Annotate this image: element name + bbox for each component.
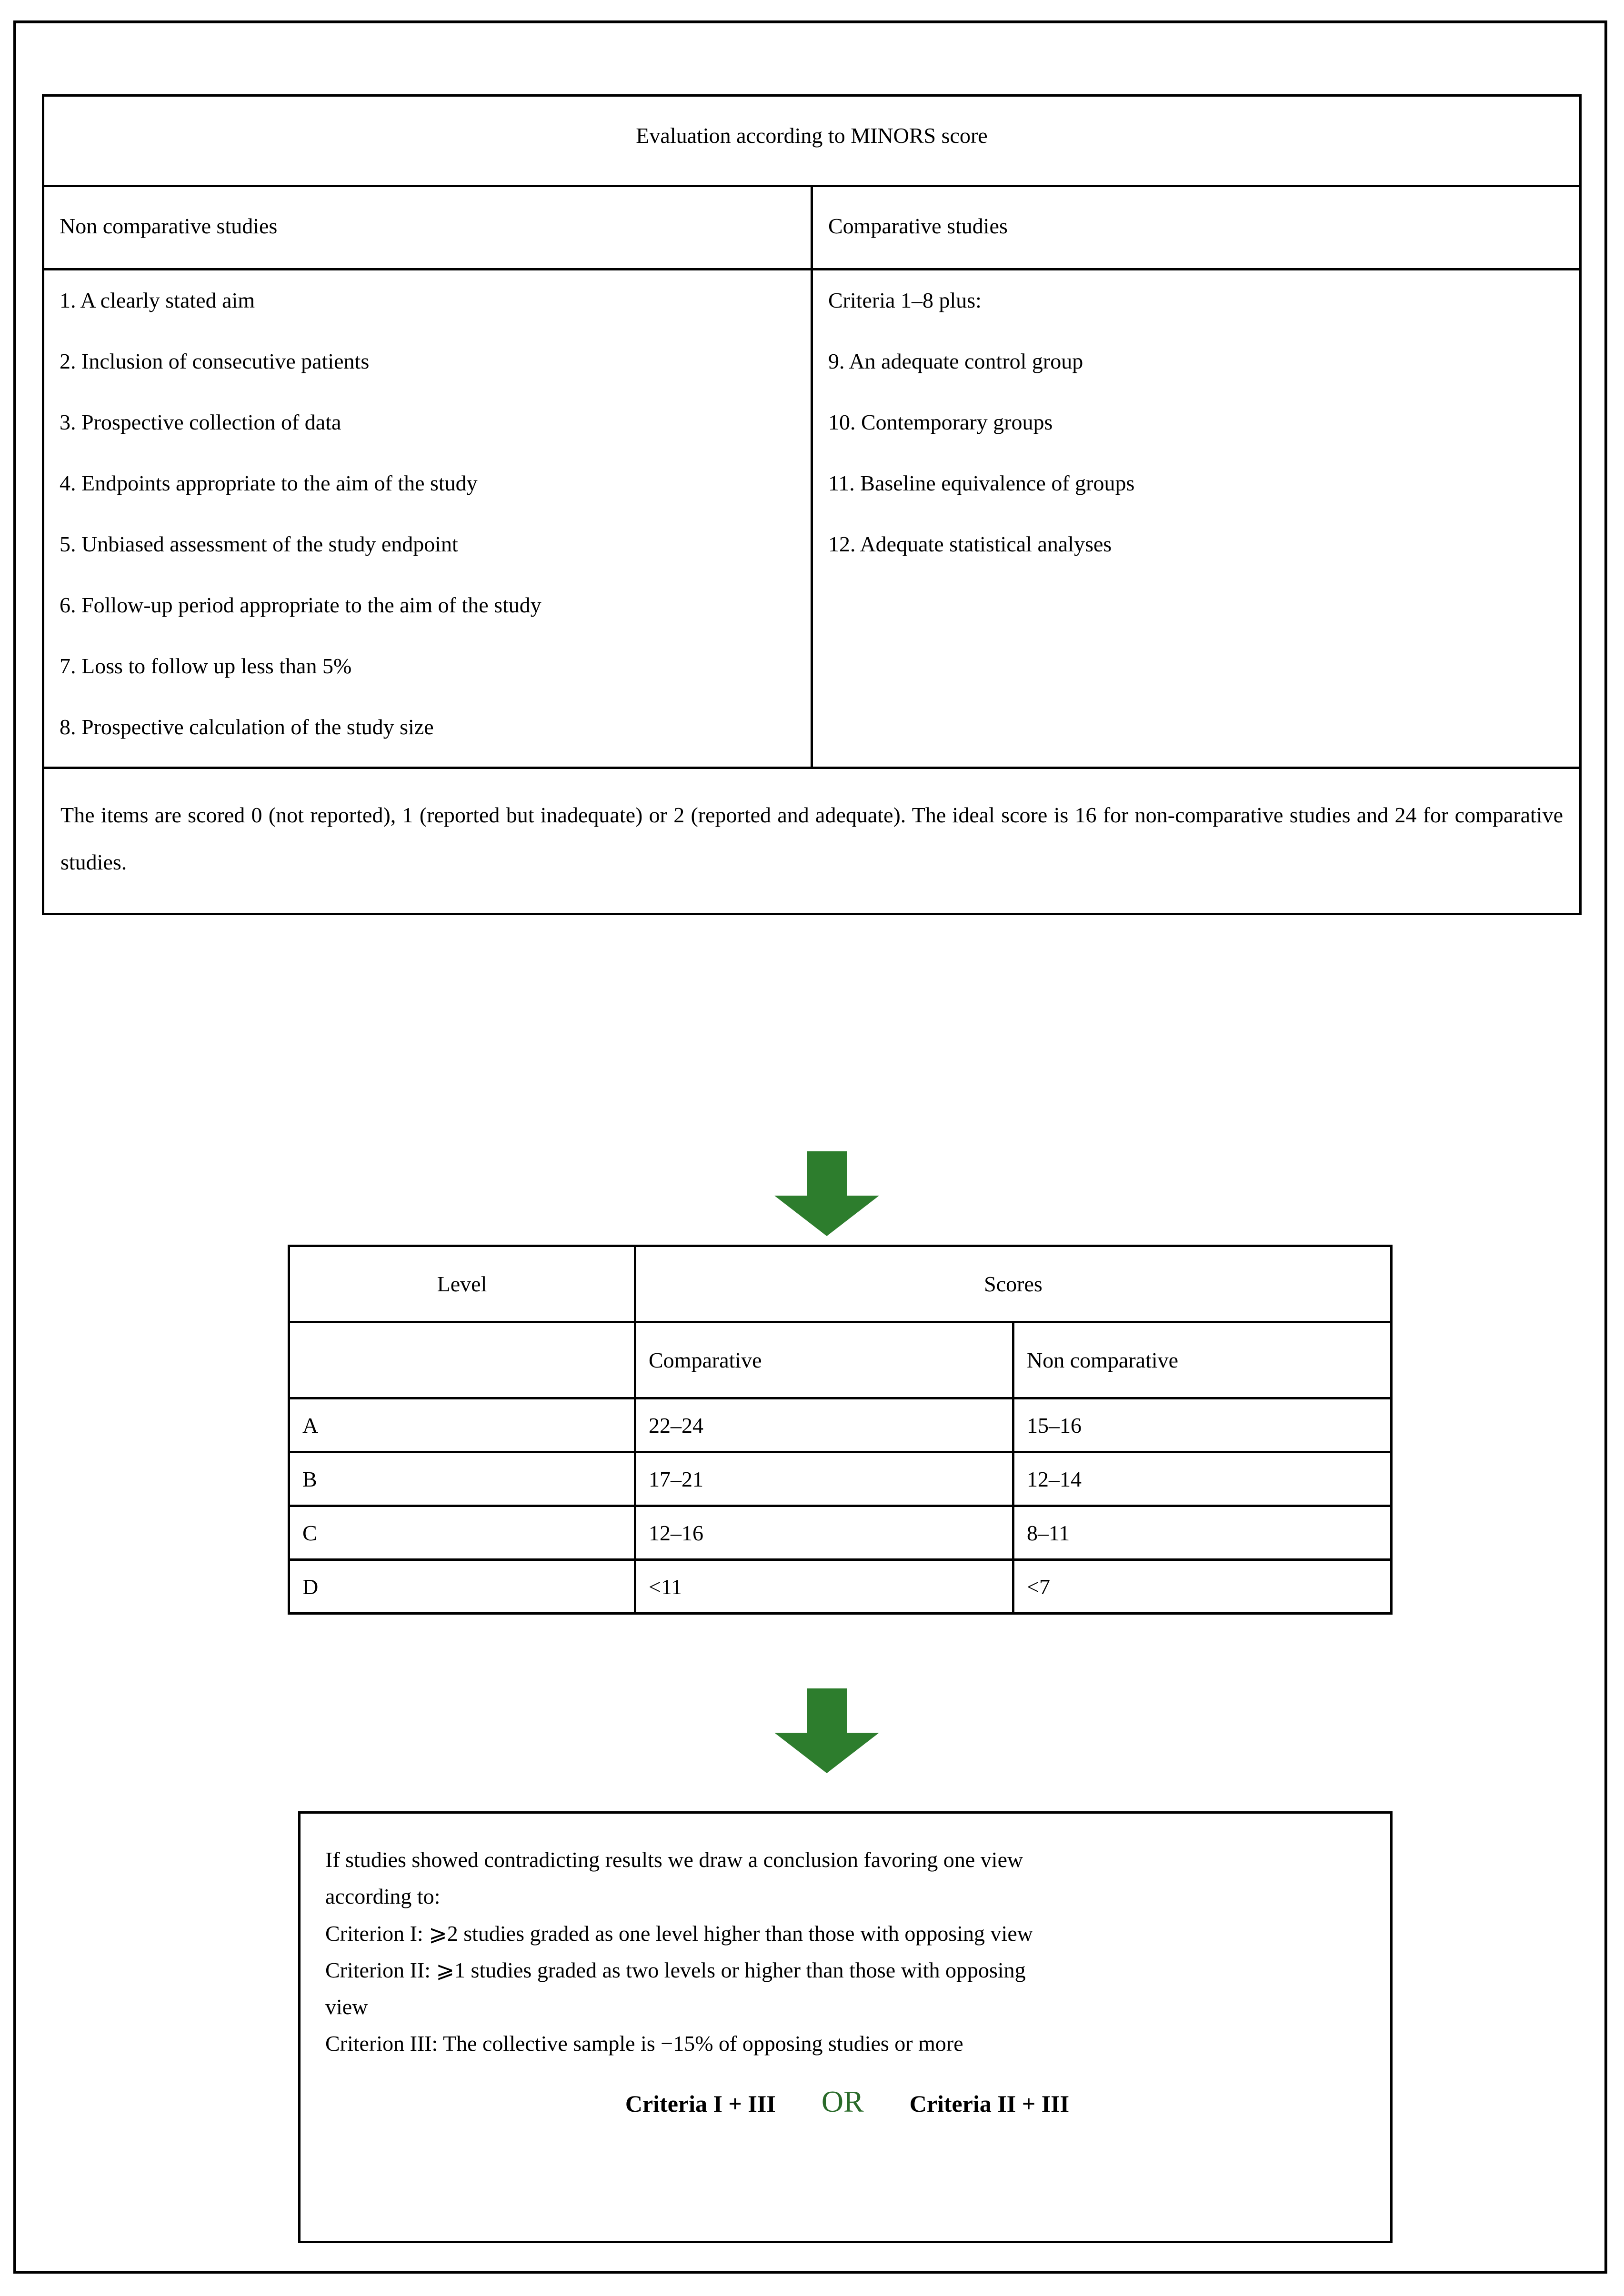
criterion-three-text: Criterion III: The collective sample is −15% of opposing studies or more bbox=[325, 2031, 963, 2056]
list-item: 11. Baseline equivalence of groups bbox=[828, 471, 1135, 495]
column-header-comparative: Comparative studies bbox=[812, 186, 1581, 270]
criterion-two-text: Criterion II: ⩾1 studies graded as two levels or higher than those with opposing bbox=[325, 1957, 1026, 1982]
minors-scoring-note-row bbox=[43, 768, 1581, 914]
criterion-two-continuation: view bbox=[325, 1995, 368, 2019]
scores-header-row bbox=[289, 1246, 1392, 1322]
list-item: 3. Prospective collection of data bbox=[60, 410, 341, 434]
down-arrow-icon bbox=[774, 1151, 879, 1236]
cell-level: B bbox=[289, 1452, 635, 1506]
cell-comparative-score: 17–21 bbox=[635, 1452, 1013, 1506]
table-row bbox=[289, 1398, 1392, 1452]
list-item: 12. Adequate statistical analyses bbox=[828, 532, 1112, 556]
comparative-criteria-cell bbox=[812, 270, 1581, 768]
column-subheader-comparative: Comparative bbox=[635, 1322, 1013, 1398]
minors-table-title: Evaluation according to MINORS score bbox=[43, 96, 1581, 186]
column-header-scores: Scores bbox=[635, 1246, 1392, 1322]
column-header-non-comparative: Non comparative studies bbox=[43, 186, 812, 270]
list-item: 8. Prospective calculation of the study size bbox=[60, 715, 434, 739]
cell-non-comparative-score: <7 bbox=[1013, 1560, 1392, 1614]
minors-subheader-row bbox=[43, 186, 1581, 270]
table-row bbox=[289, 1560, 1392, 1614]
criteria-combination-right: Criteria II + III bbox=[909, 2090, 1070, 2117]
scores-subheader-row bbox=[289, 1322, 1392, 1398]
minors-title-row bbox=[43, 96, 1581, 186]
cell-level: D bbox=[289, 1560, 635, 1614]
cell-non-comparative-score: 8–11 bbox=[1013, 1506, 1392, 1560]
list-item: 2. Inclusion of consecutive patients bbox=[60, 349, 370, 373]
minors-evaluation-table bbox=[42, 94, 1582, 915]
list-item: 5. Unbiased assessment of the study endpoint bbox=[60, 532, 458, 556]
comparative-criteria-list bbox=[828, 289, 1579, 555]
list-item: 9. An adequate control group bbox=[828, 349, 1083, 373]
cell-level: A bbox=[289, 1398, 635, 1452]
cell-non-comparative-score: 12–14 bbox=[1013, 1452, 1392, 1506]
list-item: 7. Loss to follow up less than 5% bbox=[60, 654, 352, 678]
page-border-frame bbox=[13, 20, 1607, 2274]
down-arrow-icon bbox=[774, 1688, 879, 1773]
list-item: 10. Contemporary groups bbox=[828, 410, 1053, 434]
column-subheader-non-comparative: Non comparative bbox=[1013, 1322, 1392, 1398]
cell-non-comparative-score: 15–16 bbox=[1013, 1398, 1392, 1452]
table-row bbox=[289, 1452, 1392, 1506]
list-item: 1. A clearly stated aim bbox=[60, 288, 255, 312]
cell-comparative-score: 12–16 bbox=[635, 1506, 1013, 1560]
cell-comparative-score: 22–24 bbox=[635, 1398, 1013, 1452]
table-row bbox=[289, 1506, 1392, 1560]
criterion-one-text: Criterion I: ⩾2 studies graded as one level higher than those with opposing view bbox=[325, 1921, 1033, 1946]
cell-level: C bbox=[289, 1506, 635, 1560]
scoring-note: The items are scored 0 (not reported), 1 (reported but inadequate) or 2 (reported and adequate). The ideal score is 16 for non-comparative studies and 24 for comparative studies. bbox=[43, 768, 1581, 914]
conclusion-footer bbox=[325, 2084, 1369, 2119]
evidence-level-scores-table bbox=[288, 1245, 1393, 1615]
list-item: 4. Endpoints appropriate to the aim of the study bbox=[60, 471, 478, 495]
empty-corner-cell bbox=[289, 1322, 635, 1398]
conclusion-intro-line-2: according to: bbox=[325, 1884, 441, 1909]
cell-comparative-score: <11 bbox=[635, 1560, 1013, 1614]
list-item: Criteria 1–8 plus: bbox=[828, 288, 982, 312]
non-comparative-criteria-cell bbox=[43, 270, 812, 768]
minors-criteria-row bbox=[43, 270, 1581, 768]
criteria-combination-left: Criteria I + III bbox=[625, 2090, 776, 2117]
conclusion-intro-line-1: If studies showed contradicting results we draw a conclusion favoring one view bbox=[325, 1847, 1023, 1872]
list-item: 6. Follow-up period appropriate to the aim of the study bbox=[60, 593, 541, 617]
or-separator-label: OR bbox=[821, 2084, 864, 2118]
conclusion-criteria-box bbox=[298, 1811, 1393, 2243]
column-header-level: Level bbox=[289, 1246, 635, 1322]
non-comparative-criteria-list bbox=[60, 289, 811, 738]
